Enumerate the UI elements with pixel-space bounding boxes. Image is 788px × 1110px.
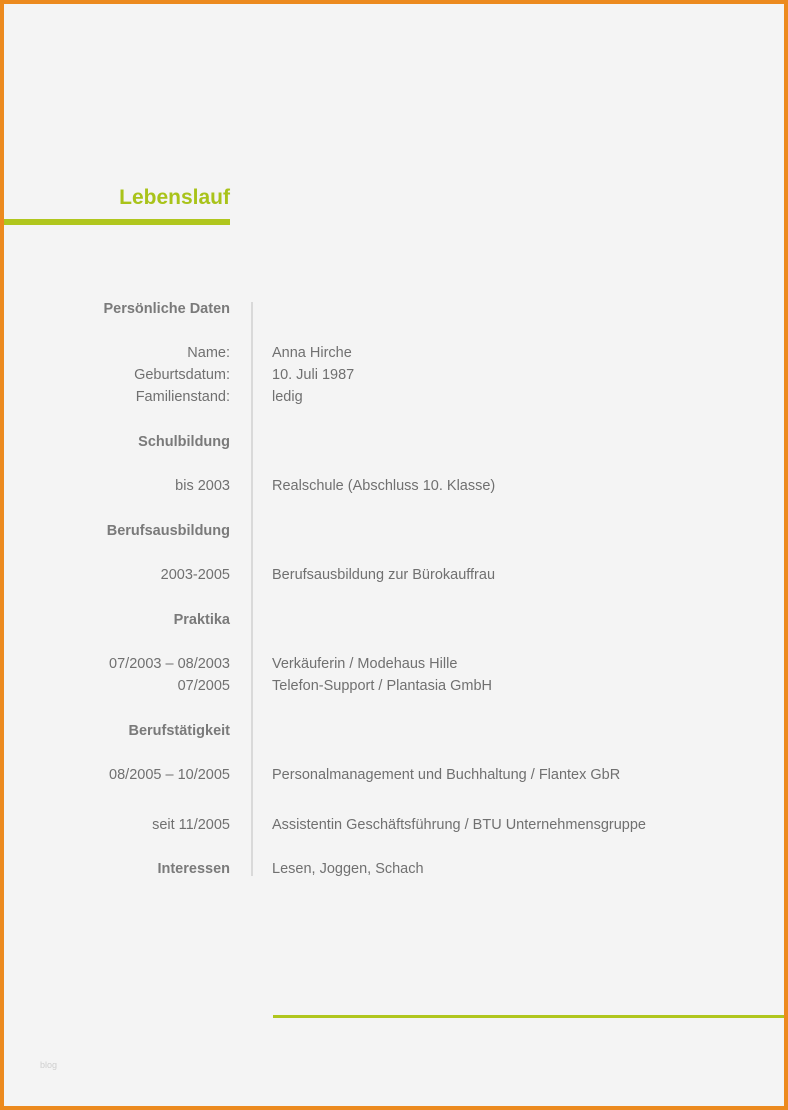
footer-line: [273, 1015, 784, 1018]
column-divider: [251, 302, 253, 876]
page-title: Lebenslauf: [119, 186, 230, 209]
title-underline: [4, 219, 230, 225]
watermark: blog: [40, 1060, 58, 1070]
